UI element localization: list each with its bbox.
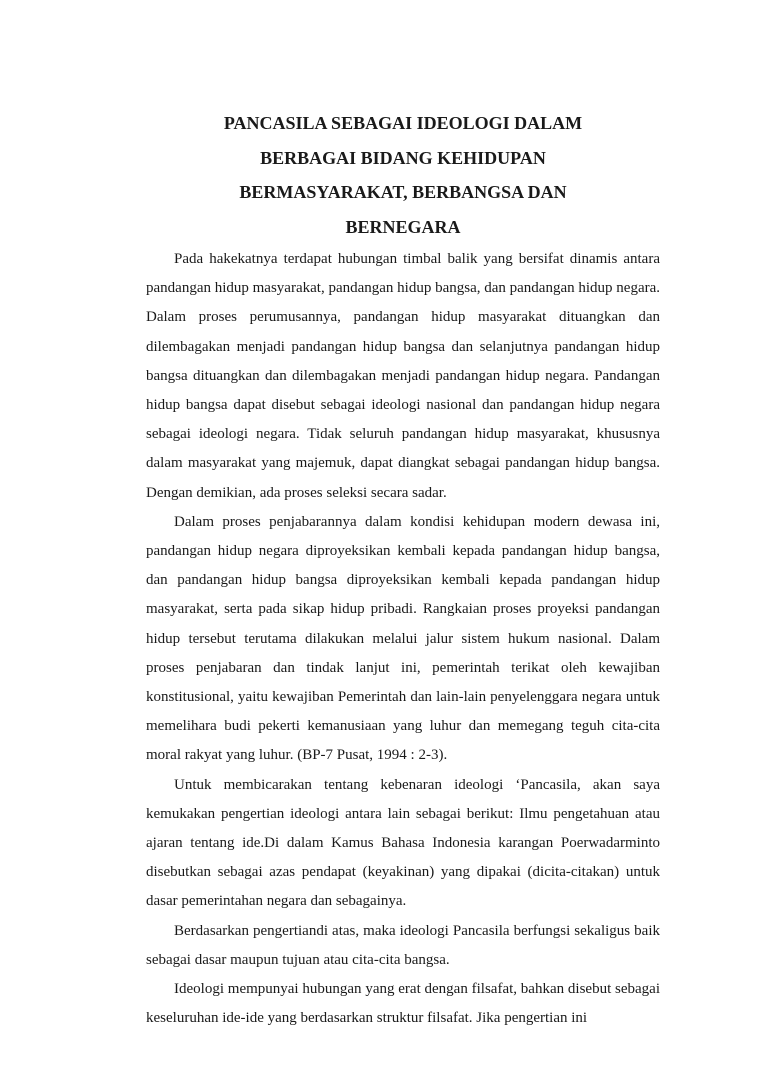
title-line: BERMASYARAKAT, BERBANGSA DAN bbox=[239, 182, 567, 202]
document-title bbox=[146, 106, 660, 244]
body-paragraph: Berdasarkan pengertiandi atas, maka ideologi Pancasila berfungsi sekaligus baik sebagai dasar maupun tujuan atau cita-cita bangsa. bbox=[146, 922, 660, 968]
title-line: PANCASILA SEBAGAI IDEOLOGI DALAM bbox=[223, 113, 583, 133]
body-paragraph: Pada hakekatnya terdapat hubungan timbal balik yang bersifat dinamis antara pandangan hidup masyarakat, pandangan hidup bangsa, dan pandangan hidup negara. Dalam proses perumusannya, pandangan hidup masyarakat dituangkan dan dilembagakan menjadi pandangan hidup bangsa dan selanjutnya pandangan hidup bangsa dituangkan dan dilembagakan menjadi pandangan hidup negara. Pandangan hidup bangsa dapat disebut sebagai ideologi nasional dan pandangan hidup negara sebagai ideologi negara. Tidak seluruh pandangan hidup masyarakat, khususnya dalam masyarakat yang majemuk, dapat diangkat sebagai pandangan hidup bangsa. Dengan demikian, ada proses seleksi secara sadar. bbox=[146, 251, 660, 501]
document-body bbox=[146, 245, 660, 1033]
body-paragraph: Untuk membicarakan tentang kebenaran ideologi ‘Pancasila, akan saya kemukakan pengertian ideologi antara lain sebagai berikut: Ilmu pengetahuan atau ajaran tentang ide.Di dalam Kamus Bahasa Indonesia karangan Poerwadarminto disebutkan sebagai azas pendapat (keyakinan) yang dipakai (dicita-citakan) untuk dasar pemerintahan negara dan sebagainya. bbox=[146, 776, 660, 910]
body-paragraph: Ideologi mempunyai hubungan yang erat dengan filsafat, bahkan disebut sebagai keseluruhan ide-ide yang berdasarkan struktur filsafat. Jika pengertian ini bbox=[146, 981, 660, 1027]
title-line: BERBAGAI BIDANG KEHIDUPAN bbox=[260, 147, 546, 168]
title-line: BERNEGARA bbox=[345, 216, 461, 237]
body-paragraph: Dalam proses penjabarannya dalam kondisi kehidupan modern dewasa ini, pandangan hidup negara diproyeksikan kembali kepada pandangan hidup bangsa, dan pandangan hidup bangsa diproyeksikan kembali kepada pandangan hidup masyarakat, serta pada sikap hidup pribadi. Rangkaian proses proyeksi pandangan hidup tersebut terutama dilakukan melalui jalur sistem hukum nasional. Dalam proses penjabaran dan tindak lanjut ini, pemerintah terikat oleh kewajiban konstitusional, yaitu kewajiban Pemerintah dan lain-lain penyelenggara negara untuk memelihara budi pekerti kemanusiaan yang luhur dan memegang teguh cita-cita moral rakyat yang luhur. (BP-7 Pusat, 1994 : 2-3). bbox=[146, 513, 660, 764]
